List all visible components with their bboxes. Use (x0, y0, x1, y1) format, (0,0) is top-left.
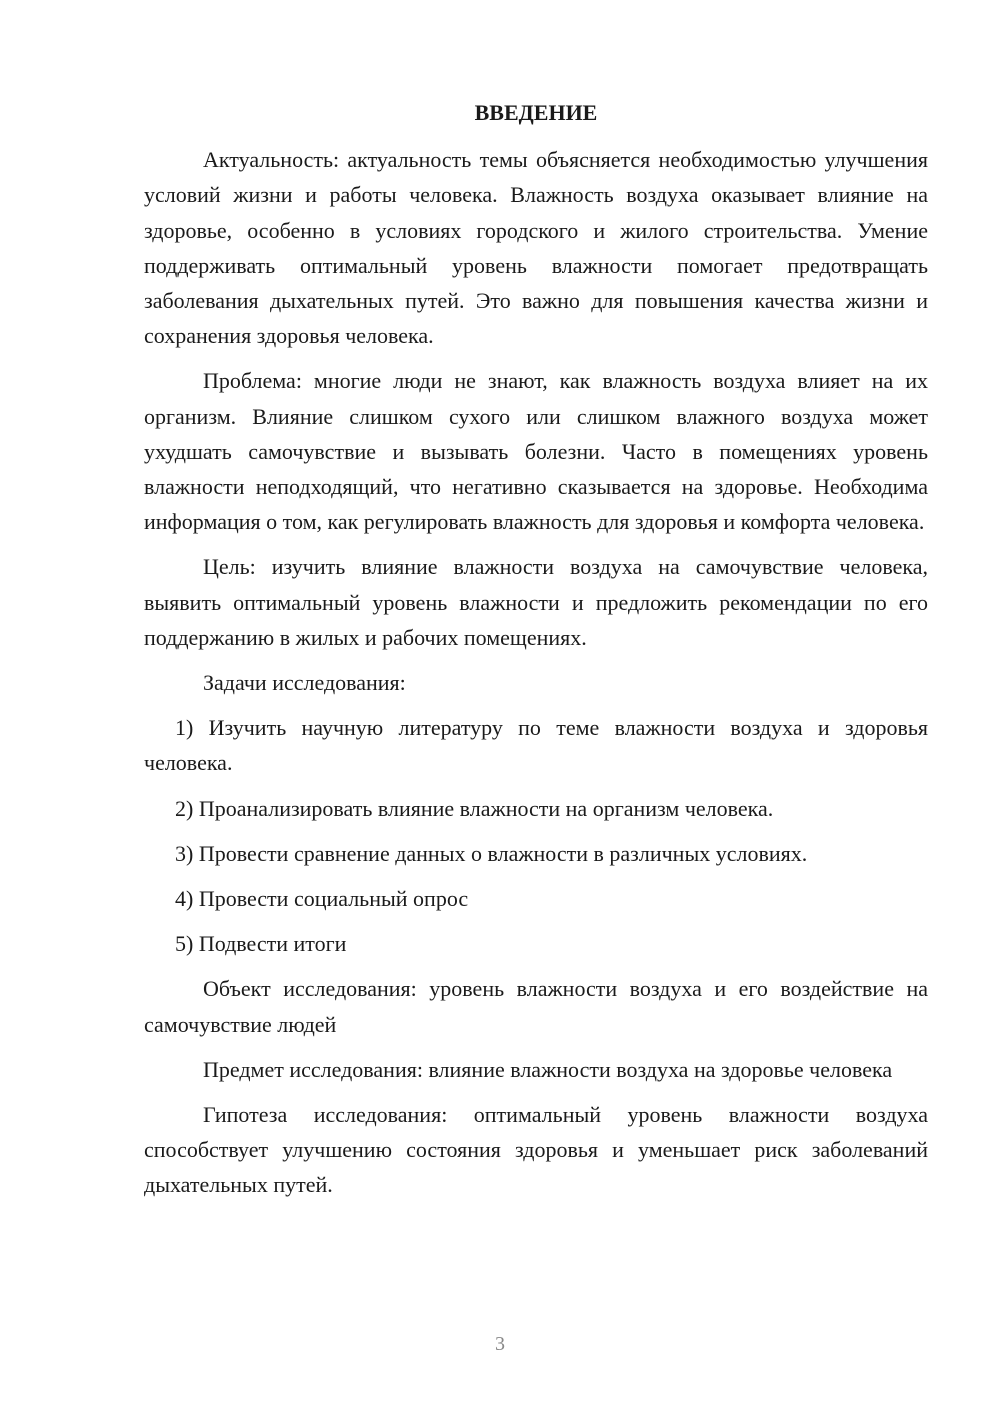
list-item-task-2: 2) Проанализировать влияние влажности на организм человека. (175, 795, 774, 821)
list-item-task-4: 4) Провести социальный опрос (175, 886, 469, 912)
page-number: 3 (495, 1333, 505, 1355)
page-title: ВВЕДЕНИЕ (474, 100, 598, 125)
list-item-task-1: 1) Изучить научную литературу по теме влажности воздуха и здоровья человека. (144, 715, 928, 776)
paragraph-problem: Проблема: многие люди не знают, как влажность воздуха влияет на их организм. Влияние слишком сухого или слишком влажного воздуха может ухудшать самочувствие и вызывать болезни. Часто в помещениях уровень влажности неподходящий, что негативно сказывается на здоровье. Необходима информация о том, как регулировать влажность для здоровья и комфорта человека. (144, 368, 928, 535)
paragraph-goal: Цель: изучить влияние влажности воздуха на самочувствие человека, выявить оптимальный уровень влажности и предложить рекомендации по его поддержанию в жилых и рабочих помещениях. (144, 554, 928, 650)
paragraph-subject: Предмет исследования: влияние влажности воздуха на здоровье человека (203, 1056, 893, 1082)
list-item-task-3: 3) Провести сравнение данных о влажности в различных условиях. (175, 840, 808, 866)
paragraph-object: Объект исследования: уровень влажности воздуха и его воздействие на самочувствие людей (144, 976, 928, 1037)
list-item-task-5: 5) Подвести итоги (175, 931, 347, 957)
paragraph-relevance: Актуальность: актуальность темы объясняется необходимостью улучшения условий жизни и работы человека. Влажность воздуха оказывает влияние на здоровье, особенно в условиях городского и жилого строительства. Умение поддерживать оптимальный уровень влажности помогает предотвращать заболевания дыхательных путей. Это важно для повышения качества жизни и сохранения здоровья человека. (144, 147, 928, 349)
document-page (144, 95, 928, 1213)
tasks-heading: Задачи исследования: (203, 670, 406, 696)
paragraph-hypothesis: Гипотеза исследования: оптимальный уровень влажности воздуха способствует улучшению состояния здоровья и уменьшает риск заболеваний дыхательных путей. (144, 1102, 928, 1198)
